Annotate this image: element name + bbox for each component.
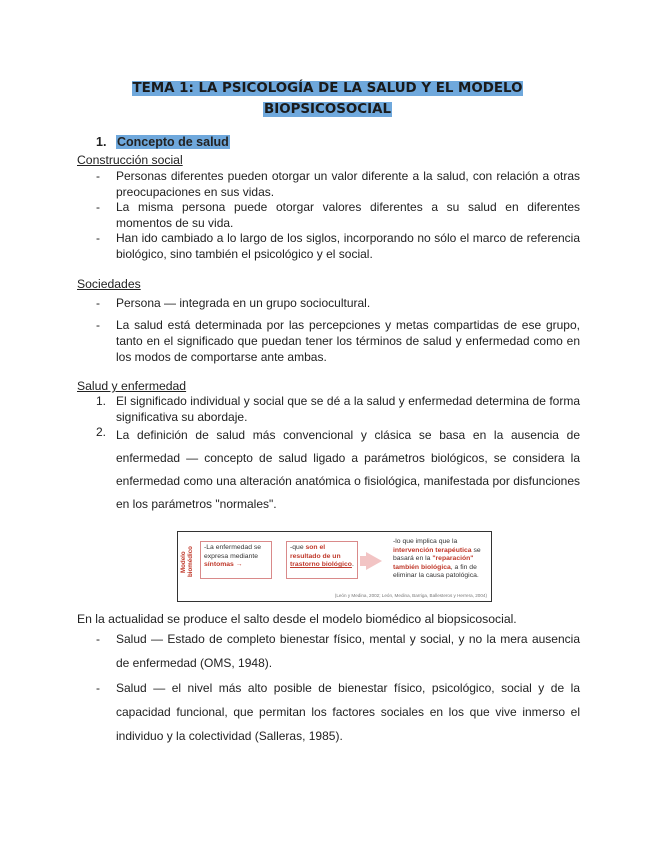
- title-line-1: TEMA 1: LA PSICOLOGÍA DE LA SALUD Y EL MODELO: [132, 81, 523, 96]
- subheading-salud-enfermedad: Salud y enfermedad: [77, 379, 187, 393]
- list-item: 1. El significado individual y social que se dé a la salud y enfermedad determina de forma significativa su abordaje.: [96, 394, 580, 424]
- figure-vertical-label: Modelo biomédico: [180, 546, 194, 578]
- list-item: - Salud — el nivel más alto posible de bienestar físico, psicológico, social y de la capacidad funcional, que permitan los factores sociales en los que vive inmerso el individuo y la colectividad (Salleras, 1985).: [96, 681, 580, 743]
- section-heading-concepto: 1. Concepto de salud: [96, 135, 229, 149]
- list-item: - La misma persona puede otorgar valores diferentes a su salud en diferentes momentos de su vida.: [96, 200, 580, 230]
- paragraph-actualidad: En la actualidad se produce el salto desde el modelo biomédico al biopsicosocial.: [77, 612, 517, 626]
- list-item: - Salud — Estado de completo bienestar físico, mental y social, y no la mera ausencia de enfermedad (OMS, 1948).: [96, 632, 580, 670]
- list-item: - Personas diferentes pueden otorgar un valor diferente a la salud, con relación a otras preocupaciones en sus vidas.: [96, 169, 580, 199]
- figure-box-intervencion: -lo que implica que la intervención terapéutica se basará en la "reparación" también biológica, a fin de eliminar la causa patológica.: [393, 538, 481, 580]
- figure-arrow-icon: [366, 552, 382, 570]
- subheading-sociedades: Sociedades: [77, 277, 141, 291]
- figure-box-sintomas: -La enfermedad se expresa mediante síntomas →: [200, 541, 272, 579]
- list-item: - Han ido cambiado a lo largo de los siglos, incorporando no sólo el marco de referencia biológico, sino también el psicológico y el social.: [96, 231, 580, 261]
- title-line-2: BIOPSICOSOCIAL: [264, 102, 391, 117]
- list-item: - La salud está determinada por las percepciones y metas compartidas de ese grupo, tanto en el significado que puedan tener los términos de salud y enfermedad como en los modos de comportarse ante ambas.: [96, 318, 580, 364]
- list-item: 2. La definición de salud más convencional y clásica se basa en la ausencia de enfermedad — concepto de salud ligado a parámetros biológicos, se considera la enfermedad como una alteración anatómica o fisiológica, manifestada por disfunciones en los parámetros "normales".: [96, 425, 580, 511]
- figure-box-trastorno: -que son el resultado de un trastorno biológico.: [286, 541, 358, 579]
- figure-citation: (León y Medina, 2002; León, Medina, Barriga, Ballesteros y Herrera, 2004): [334, 593, 487, 598]
- subheading-construccion: Construcción social: [77, 153, 183, 167]
- modelo-biomedico-figure: [177, 531, 492, 602]
- list-item: - Persona — integrada en un grupo sociocultural.: [96, 296, 371, 310]
